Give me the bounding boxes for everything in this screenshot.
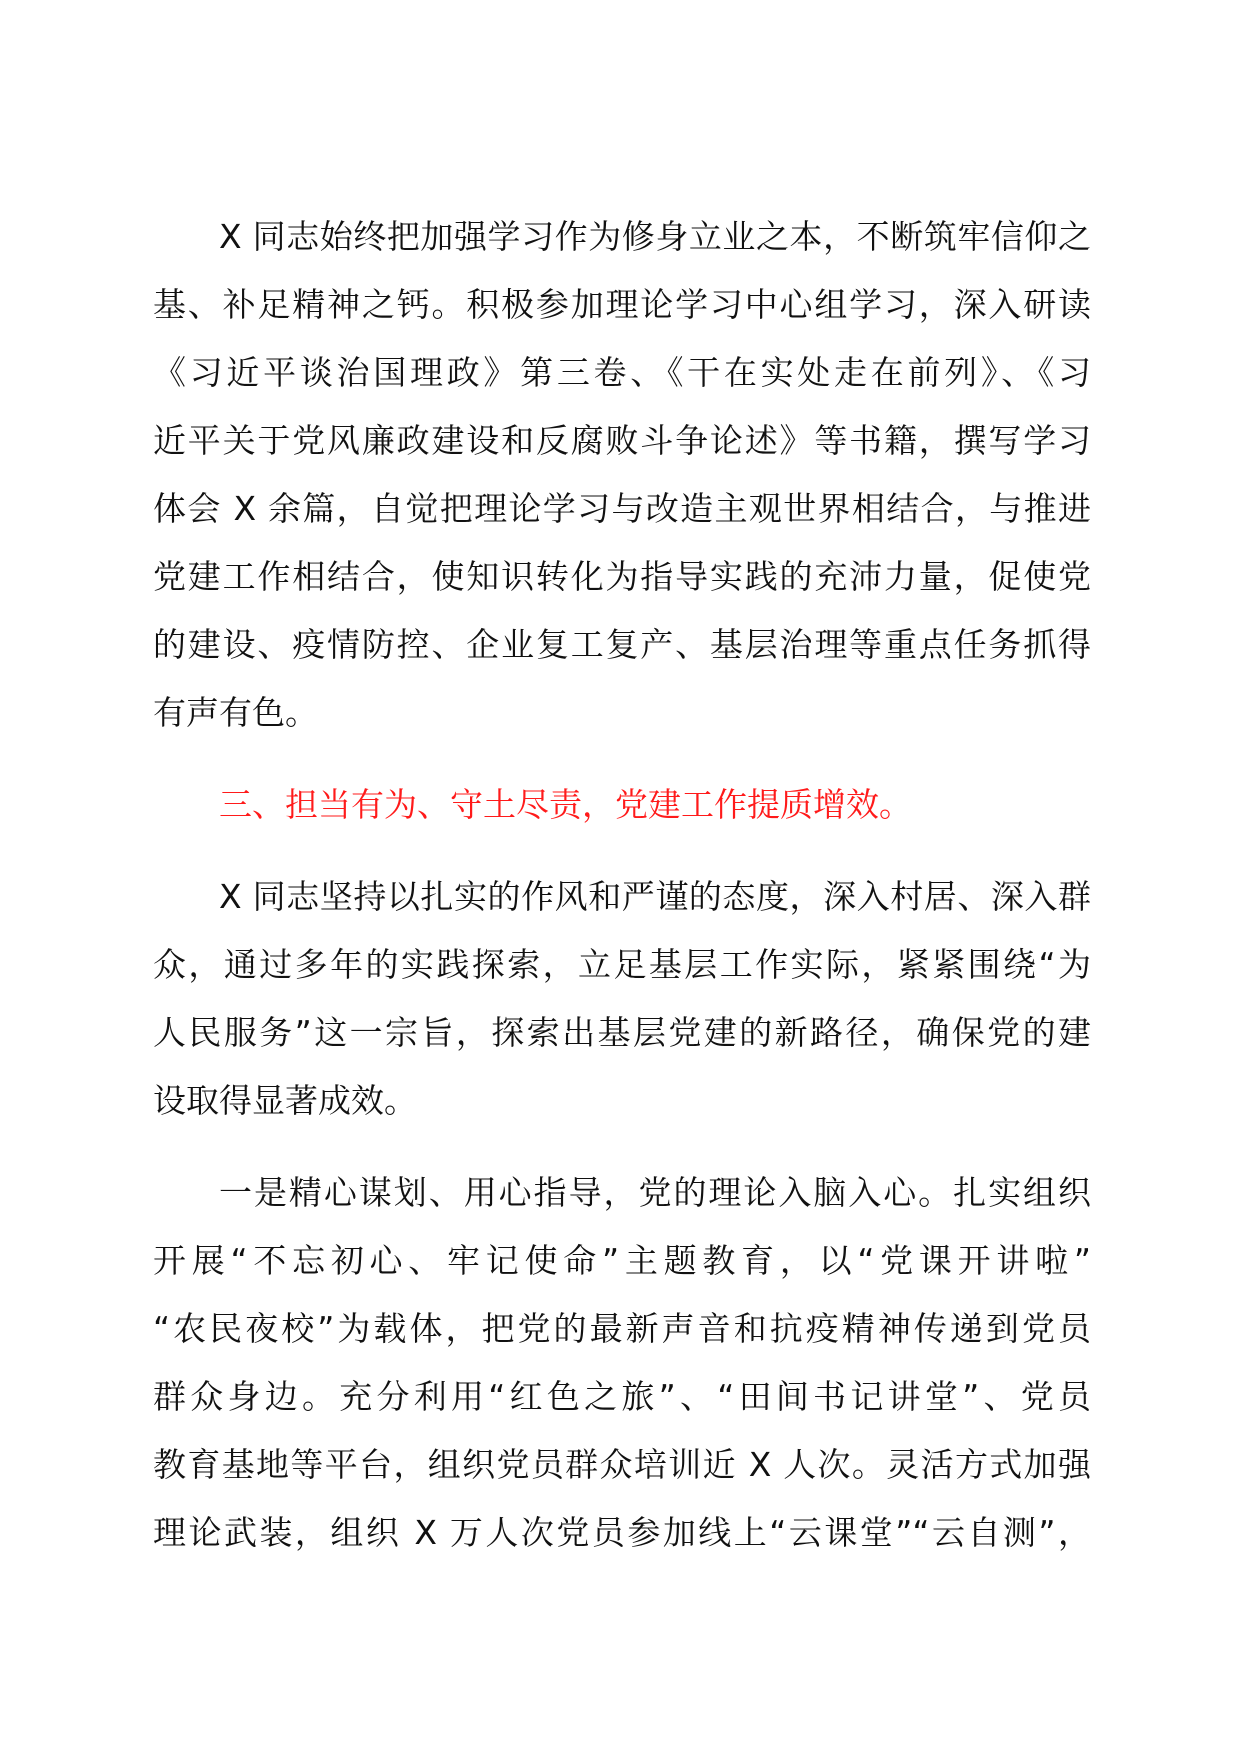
document-body	[153, 203, 1091, 1567]
text-line: 基、补足精神之钙。积极参加理论学习中心组学习，深入研读	[153, 285, 1091, 324]
paragraph-spacer	[153, 839, 1091, 863]
paragraph-spacer	[153, 1135, 1091, 1159]
text-line: 党建工作相结合，使知识转化为指导实践的充沛力量，促使党	[153, 557, 1091, 596]
paragraph-spacer	[153, 747, 1091, 771]
text-line: 人民服务”这一宗旨，探索出基层党建的新路径，确保党的建	[153, 1013, 1091, 1052]
text-line: 一是精心谋划、用心指导，党的理论入脑入心。扎实组织	[219, 1173, 1091, 1212]
text-line: 教育基地等平台，组织党员群众培训近 X 人次。灵活方式加强	[153, 1445, 1091, 1484]
paragraph-practice	[153, 863, 1091, 1135]
text-line: 理论武装，组织 X 万人次党员参加线上“云课堂”“云自测”，	[153, 1513, 1091, 1552]
paragraph-theory	[153, 1159, 1091, 1567]
text-line: 众，通过多年的实践探索，立足基层工作实际，紧紧围绕“为	[153, 945, 1091, 984]
text-line: 《习近平谈治国理政》第三卷、《干在实处走在前列》、《习	[153, 353, 1091, 392]
text-line: 近平关于党风廉政建设和反腐败斗争论述》等书籍，撰写学习	[153, 421, 1091, 460]
text-line: 群众身边。充分利用“红色之旅”、“田间书记讲堂”、党员	[153, 1377, 1091, 1416]
text-line: “农民夜校”为载体，把党的最新声音和抗疫精神传递到党员	[153, 1309, 1091, 1348]
text-line: X 同志始终把加强学习作为修身立业之本，不断筑牢信仰之	[219, 217, 1091, 256]
paragraph-study	[153, 203, 1091, 747]
heading-line: 三、担当有为、守土尽责，党建工作提质增效。	[219, 785, 912, 824]
text-line: 有声有色。	[153, 693, 318, 732]
text-line: X 同志坚持以扎实的作风和严谨的态度，深入村居、深入群	[219, 877, 1091, 916]
section-heading	[153, 771, 1091, 839]
text-line: 的建设、疫情防控、企业复工复产、基层治理等重点任务抓得	[153, 625, 1091, 664]
text-line: 开展“不忘初心、牢记使命”主题教育，以“党课开讲啦”	[153, 1241, 1091, 1280]
text-line: 体会 X 余篇，自觉把理论学习与改造主观世界相结合，与推进	[153, 489, 1091, 528]
text-line: 设取得显著成效。	[153, 1081, 417, 1120]
